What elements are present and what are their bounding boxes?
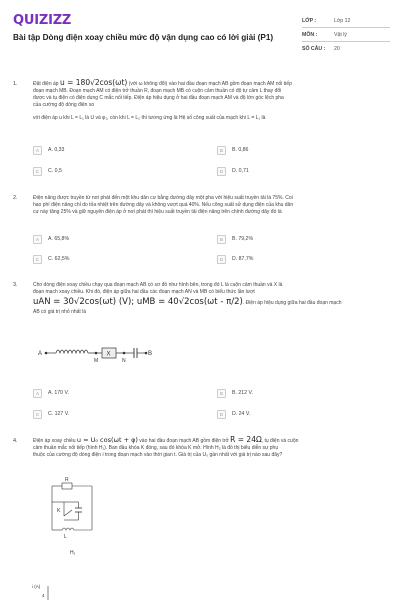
option-letter: C	[33, 410, 42, 419]
option-c[interactable]: C C. 0,5	[33, 166, 183, 176]
formula: R = 24Ω	[230, 435, 262, 444]
option-c[interactable]: C C. 62,5%	[33, 254, 183, 264]
meta-row-count	[302, 42, 390, 56]
graph-axis-label: i (A)	[32, 584, 41, 589]
question-text: Điện năng được truyền từ nơi phát đến một khu dân cư bằng đường dây một pha với hiệu suất truyền tải là 75%. Coi hao phí điện năng chỉ do tỏa nhiệt trên đường dây và không vượt quá 40%. Nếu công suất sử dụng điện của khu dân cư này tăng 25% và giữ nguyên điện áp ở nơi phát thì hiệu suất truyền tải điện năng trên chính đường dây đó là	[33, 195, 294, 215]
circuit-diagram	[36, 340, 186, 366]
point-b-label: B	[148, 351, 153, 357]
document-header	[0, 0, 400, 60]
question-1	[0, 79, 400, 189]
meta-info	[302, 14, 390, 56]
question-2	[0, 195, 400, 275]
option-letter: D	[217, 255, 226, 264]
meta-label: LỚP :	[302, 17, 317, 24]
option-letter: B	[217, 389, 226, 398]
option-b[interactable]: B B. 212 V.	[217, 388, 367, 398]
option-letter: B	[217, 235, 226, 244]
inductor-icon	[56, 350, 88, 353]
question-number: 3.	[13, 282, 18, 288]
meta-label: MÔN :	[302, 31, 318, 38]
graph-h2	[30, 582, 90, 600]
document-title: Bài tập Dòng điện xoay chiều mức độ vận dụng cao có lời giải (P1)	[13, 33, 274, 42]
option-d[interactable]: D D. 87,7%	[217, 254, 367, 264]
question-number: 1.	[13, 81, 18, 87]
option-b[interactable]: B B. 0,86	[217, 145, 367, 155]
meta-value: Lớp 12	[334, 17, 351, 24]
question-number: 2.	[13, 195, 18, 201]
option-a[interactable]: A A. 0,33	[33, 145, 183, 155]
element-x-label: X	[106, 351, 111, 358]
graph-tick: 4	[42, 593, 45, 598]
option-letter: A	[33, 146, 42, 155]
meta-value: Vật lý	[334, 31, 347, 38]
meta-row-subject	[302, 28, 390, 42]
option-a[interactable]: A A. 170 V.	[33, 388, 183, 398]
question-number: 4.	[13, 438, 18, 444]
question-text: Đặt điện áp u = 180√2cos(ωt) (với ω không đổi) vào hai đầu đoạn mạch AB gồm đoạn mạch AM nối tiếp đoạn mạch MB. Đoạn mạch AM có điện trở thuần R, đoạn mạch MB có cuộn cảm thuần có độ tự cảm L thay đổi được và tụ điện có điện dung C mắc nối tiếp. Điện áp hiệu dụng ở hai đầu đoạn mạch AM và độ lớn góc lệch pha của cường độ dòng điện so với điện áp u khi L = L₁ là U và φ₁, còn khi L = L₂ thì tương ứng là Hệ số công suất của mạch khi L = L₁ là	[33, 78, 292, 121]
option-letter: D	[217, 410, 226, 419]
formula: uAN = 30√2cos(ωt) (V); uMB = 40√2cos(ωt - π/2)	[33, 297, 243, 307]
svg-text:L: L	[64, 534, 67, 540]
question-text: Cho dòng điện xoay chiều chạy qua đoạn mạch AB có sơ đồ như hình bên, trong đó L là cuộn cảm thuần và X là đoạn mạch xoay chiều. Khi đó, điện áp giữa hai đầu các đoạn mạch AN và MB có biểu thức lần lượt uAN = 30√2cos(ωt) (V); uMB = 40√2cos(ωt - π/2). Điện áp hiệu dụng giữa hai đầu đoạn mạch AB có giá trị nhỏ nhất là	[33, 282, 342, 315]
option-d[interactable]: D D. 24 V.	[217, 409, 367, 419]
meta-label: SỐ CÂU :	[302, 46, 326, 52]
formula: u = 180√2cos(ωt)	[59, 78, 128, 87]
resistor-icon	[62, 483, 72, 489]
question-text: Điện áp xoay chiều u = U₀ cos(ωt + φ) vào hai đầu đoạn mạch AB gồm điện trở R = 24Ω, tụ điện và cuộn cảm thuần mắc nối tiếp (hình H₁). Ban đầu khóa K đóng, sau đó khóa K mở. Hình H₂ là đồ thị biểu diễn sự phụ thuộc của cường độ dòng điện i trong đoạn mạch vào thời gian t. Giá trị của U₀ gần nhất với giá trị nào sau đây?	[33, 435, 299, 458]
option-b[interactable]: B B. 79,2%	[217, 234, 367, 244]
point-a-label: A	[38, 351, 43, 357]
option-letter: D	[217, 167, 226, 176]
circuit-figure-h1	[42, 472, 112, 568]
option-letter: C	[33, 167, 42, 176]
quizizz-logo: QUIZIZZ	[13, 13, 72, 28]
point-m-label: M	[94, 358, 99, 364]
formula: u = U₀ cos(ωt + φ)	[76, 436, 138, 444]
option-d[interactable]: D D. 0,71	[217, 166, 367, 176]
option-letter: C	[33, 255, 42, 264]
option-a[interactable]: A A. 65,8%	[33, 234, 183, 244]
meta-value: 20	[334, 46, 340, 52]
option-letter: A	[33, 389, 42, 398]
meta-row-class	[302, 14, 390, 28]
point-n-label: N	[122, 358, 126, 364]
question-3	[0, 282, 400, 432]
svg-text:K: K	[57, 508, 61, 514]
question-4	[0, 436, 400, 600]
option-letter: A	[33, 235, 42, 244]
option-c[interactable]: C C. 127 V.	[33, 409, 183, 419]
figure-caption: H₁	[70, 550, 76, 556]
option-letter: B	[217, 146, 226, 155]
svg-text:R: R	[65, 477, 69, 483]
